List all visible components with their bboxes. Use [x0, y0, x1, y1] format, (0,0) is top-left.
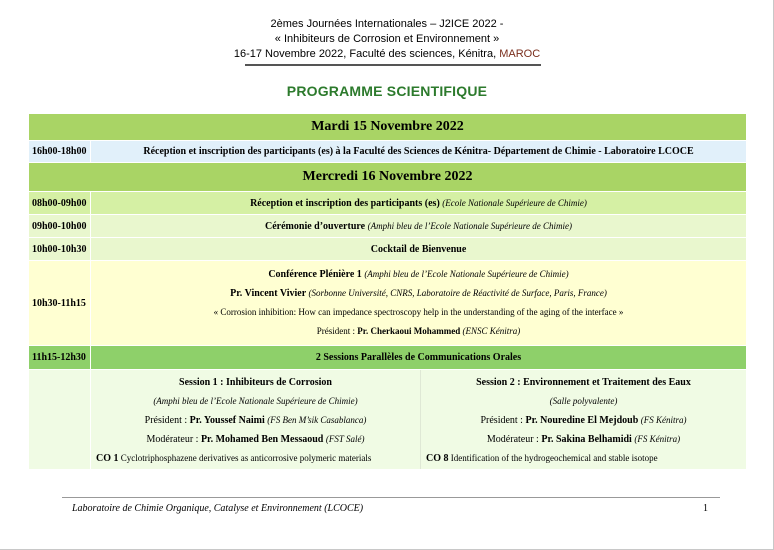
- footer-lab-name: Laboratoire de Chimie Organique, Catalyse et Environnement (LCOCE): [72, 503, 364, 514]
- event-cell: Réception et inscription des participants (es) à la Faculté des Sciences de Kénitra- Département de Chimie - Laboratoire LCOCE: [91, 141, 747, 163]
- session-2-communication: CO 8 Identification of the hydrogeochemical and stable isotope: [426, 453, 658, 464]
- session-1-cell: [91, 370, 421, 470]
- conference-speaker: Pr. Vincent Vivier (Sorbonne Université, CNRS, Laboratoire de Réactivité de Surface, Paris, France): [230, 288, 607, 299]
- session-2-president: Président : Pr. Nouredine El Mejdoub (FS Kénitra): [480, 415, 687, 426]
- day-heading: Mardi 15 Novembre 2022: [29, 114, 747, 141]
- time-cell-empty: [29, 370, 91, 470]
- event-cell: Cocktail de Bienvenue: [91, 238, 747, 261]
- time-cell: 09h00-10h00: [29, 215, 91, 238]
- header-country: MAROC: [499, 48, 541, 60]
- day-row-wednesday: [29, 163, 747, 192]
- day-row-tuesday: [29, 114, 747, 141]
- table-row: [29, 192, 747, 215]
- time-cell: 11h15-12h30: [29, 346, 91, 370]
- header-line-2: « Inhibiteurs de Corrosion et Environnement »: [274, 33, 500, 45]
- sessions-row: [29, 370, 747, 470]
- session-1-title: Session 1 : Inhibiteurs de Corrosion: [179, 377, 332, 388]
- time-cell: 10h00-10h30: [29, 238, 91, 261]
- time-cell: 16h00-18h00: [29, 141, 91, 163]
- page-title: PROGRAMME SCIENTIFIQUE: [286, 83, 488, 99]
- event-location: (Ecole Nationale Supérieure de Chimie): [442, 197, 587, 208]
- table-row: [29, 238, 747, 261]
- event-cell: [91, 192, 747, 215]
- day-heading: Mercredi 16 Novembre 2022: [29, 163, 747, 192]
- conference-cell: [91, 261, 747, 346]
- conference-row: [29, 261, 747, 346]
- session-1-communication: CO 1 Cyclotriphosphazene derivatives as anticorrosive polymeric materials: [96, 453, 372, 464]
- time-cell: 10h30-11h15: [29, 261, 91, 346]
- conference-title: Conférence Plénière 1 (Amphi bleu de l’Ecole Nationale Supérieure de Chimie): [268, 269, 569, 280]
- session-2-title: Session 2 : Environnement et Traitement des Eaux: [476, 377, 691, 388]
- event-cell: 2 Sessions Parallèles de Communications Orales: [91, 346, 747, 370]
- table-row: [29, 215, 747, 238]
- session-1-moderator: Modérateur : Pr. Mohamed Ben Messaoud (FST Salé): [146, 434, 365, 445]
- session-2-venue: (Salle polyvalente): [549, 396, 618, 406]
- time-cell: 08h00-09h00: [29, 192, 91, 215]
- conference-chair: Président : Pr. Cherkaoui Mohammed (ENSC Kénitra): [316, 326, 521, 336]
- session-1-venue: (Amphi bleu de l’Ecole Nationale Supérieure de Chimie): [153, 396, 358, 406]
- event-text: Réception et inscription des participants (es): [250, 197, 443, 209]
- event-cell: [91, 215, 747, 238]
- event-text: Cérémonie d’ouverture: [265, 220, 368, 232]
- footer-rule: [62, 497, 720, 498]
- conference-talk-title: « Corrosion inhibition: How can impedance spectroscopy help in the understanding of the aging of the interface »: [213, 307, 624, 317]
- header-line-1: 2èmes Journées Internationales – J2ICE 2022 -: [270, 18, 504, 30]
- header-line-3: [0, 48, 774, 61]
- page-number: 1: [703, 503, 708, 514]
- session-2-moderator: Modérateur : Pr. Sakina Belhamidi (FS Kénitra): [486, 434, 681, 445]
- table-row: [29, 346, 747, 370]
- schedule-table: [28, 113, 747, 470]
- session-2-cell: [421, 370, 747, 470]
- event-location: (Amphi bleu de l’Ecole Nationale Supérieure de Chimie): [367, 220, 572, 231]
- table-row: [29, 141, 747, 163]
- header-underline: [245, 64, 541, 66]
- session-1-president: Président : Pr. Youssef Naimi (FS Ben M’sik Casablanca): [144, 415, 367, 426]
- header-line-3-main: 16-17 Novembre 2022, Faculté des sciences, Kénitra,: [233, 48, 500, 60]
